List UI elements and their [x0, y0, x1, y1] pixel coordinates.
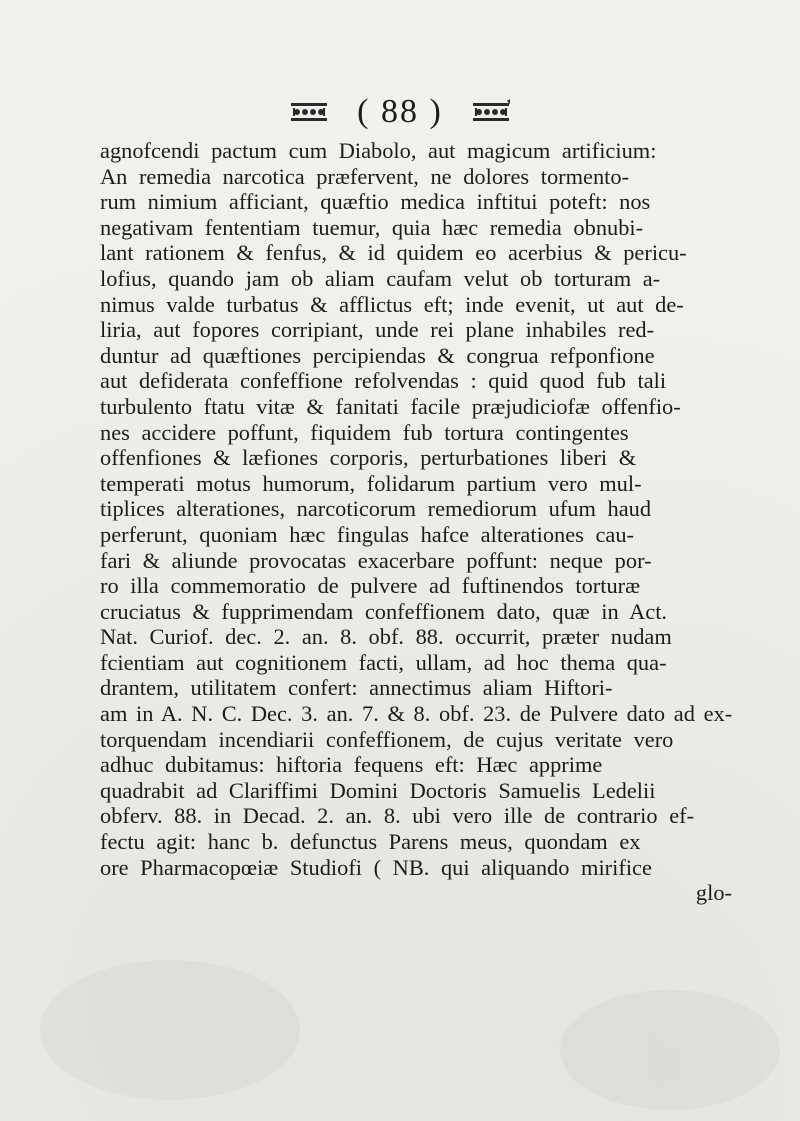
line-text: adhuc dubitamus: hiftoria fequens eft: Hæc apprime	[100, 752, 603, 778]
text-line	[100, 368, 732, 394]
text-line	[100, 394, 732, 420]
line-text: rum nimium afficiant, quæftio medica inftitui poteft: nos	[100, 189, 651, 215]
catchword: glo-	[695, 880, 732, 906]
text-line	[100, 420, 732, 446]
line-text: turbulento ftatu vitæ & fanitati facile præjudiciofæ offenfio-	[100, 393, 681, 419]
text-line	[100, 215, 732, 241]
line-text: cruciatus & fupprimendam confeffionem dato, quæ in Act.	[100, 598, 668, 624]
text-line	[100, 675, 732, 701]
line-text: obferv. 88. in Decad. 2. an. 8. ubi vero ille de contrario ef-	[100, 803, 695, 829]
text-line	[100, 548, 732, 574]
text-line	[100, 292, 732, 318]
text-line	[100, 573, 732, 599]
text-line	[100, 343, 732, 369]
line-text: duntur ad quæftiones percipiendas & congrua refponfione	[100, 342, 655, 368]
line-text: negativam fententiam tuemur, quia hæc remedia obnubi-	[100, 214, 644, 240]
line-text: ore Pharmacopœiæ Studiofi ( NB. qui aliquando mirifice	[100, 854, 652, 880]
printer-ornament-icon	[471, 99, 511, 125]
line-text: An remedia narcotica præfervent, ne dolores tormento-	[100, 163, 630, 189]
text-line	[100, 650, 732, 676]
text-line	[100, 855, 732, 881]
text-line	[100, 522, 732, 548]
line-text: agnofcendi pactum cum Diabolo, aut magicum artificium:	[100, 138, 657, 163]
line-text: Nat. Curiof. dec. 2. an. 8. obf. 88. occurrit, præter nudam	[100, 624, 672, 650]
text-line	[100, 189, 732, 215]
line-text: liria, aut fopores corripiant, unde rei plane inhabiles red-	[100, 317, 655, 343]
line-text: aut defiderata confeffione refolvendas : quid quod fub tali	[100, 368, 667, 394]
line-text: temperati motus humorum, folidarum partium vero mul-	[100, 470, 642, 496]
text-line	[100, 803, 732, 829]
printer-ornament-icon	[289, 99, 329, 125]
body-text	[100, 138, 732, 906]
page-number: ( 88 )	[357, 93, 443, 130]
line-text: lant rationem & fenfus, & id quidem eo acerbius & pericu-	[100, 240, 687, 266]
text-line	[100, 471, 732, 497]
line-text: am in A. N. C. Dec. 3. an. 7. & 8. obf. 23. de Pulvere dato ad ex-	[100, 701, 733, 727]
line-text: perferunt, quoniam hæc fingulas hafce alterationes cau-	[100, 521, 634, 547]
text-line	[100, 624, 732, 650]
line-text: fcientiam aut cognitionem facti, ullam, ad hoc thema qua-	[100, 649, 667, 675]
text-line	[100, 266, 732, 292]
line-text: fectu agit: hanc b. defunctus Parens meus, quondam ex	[100, 829, 641, 855]
text-line	[100, 317, 732, 343]
text-line	[100, 240, 732, 266]
line-text: offenfiones & læfiones corporis, perturbationes liberi &	[100, 445, 637, 471]
line-text: nes accidere poffunt, fiquidem fub tortura contingentes	[100, 419, 629, 445]
text-line	[100, 496, 732, 522]
paper-stain	[40, 960, 300, 1100]
text-line	[100, 138, 732, 164]
text-line	[100, 829, 732, 855]
line-text: drantem, utilitatem confert: annectimus aliam Hiftori-	[100, 675, 613, 701]
line-text: tiplices alterationes, narcoticorum remediorum ufum haud	[100, 496, 652, 522]
text-line	[100, 164, 732, 190]
catchword-line	[100, 880, 732, 906]
line-text: quadrabit ad Clariffimi Domini Doctoris Samuelis Ledelii	[100, 777, 656, 803]
line-text: lofius, quando jam ob aliam caufam velut ob torturam a-	[100, 265, 661, 291]
text-line	[100, 599, 732, 625]
line-text: torquendam incendiarii confeffionem, de cujus veritate vero	[100, 726, 674, 752]
text-line	[100, 445, 732, 471]
text-line	[100, 701, 732, 727]
line-text: fari & aliunde provocatas exacerbare poffunt: neque por-	[100, 547, 652, 573]
line-text: ro illa commemoratio de pulvere ad fuftinendos torturæ	[100, 573, 641, 599]
text-line	[100, 752, 732, 778]
line-text: nimus valde turbatus & afflictus eft; inde evenit, ut aut de-	[100, 291, 684, 317]
paper-stain	[560, 990, 780, 1110]
page-header	[0, 92, 800, 132]
text-line	[100, 727, 732, 753]
text-line	[100, 778, 732, 804]
